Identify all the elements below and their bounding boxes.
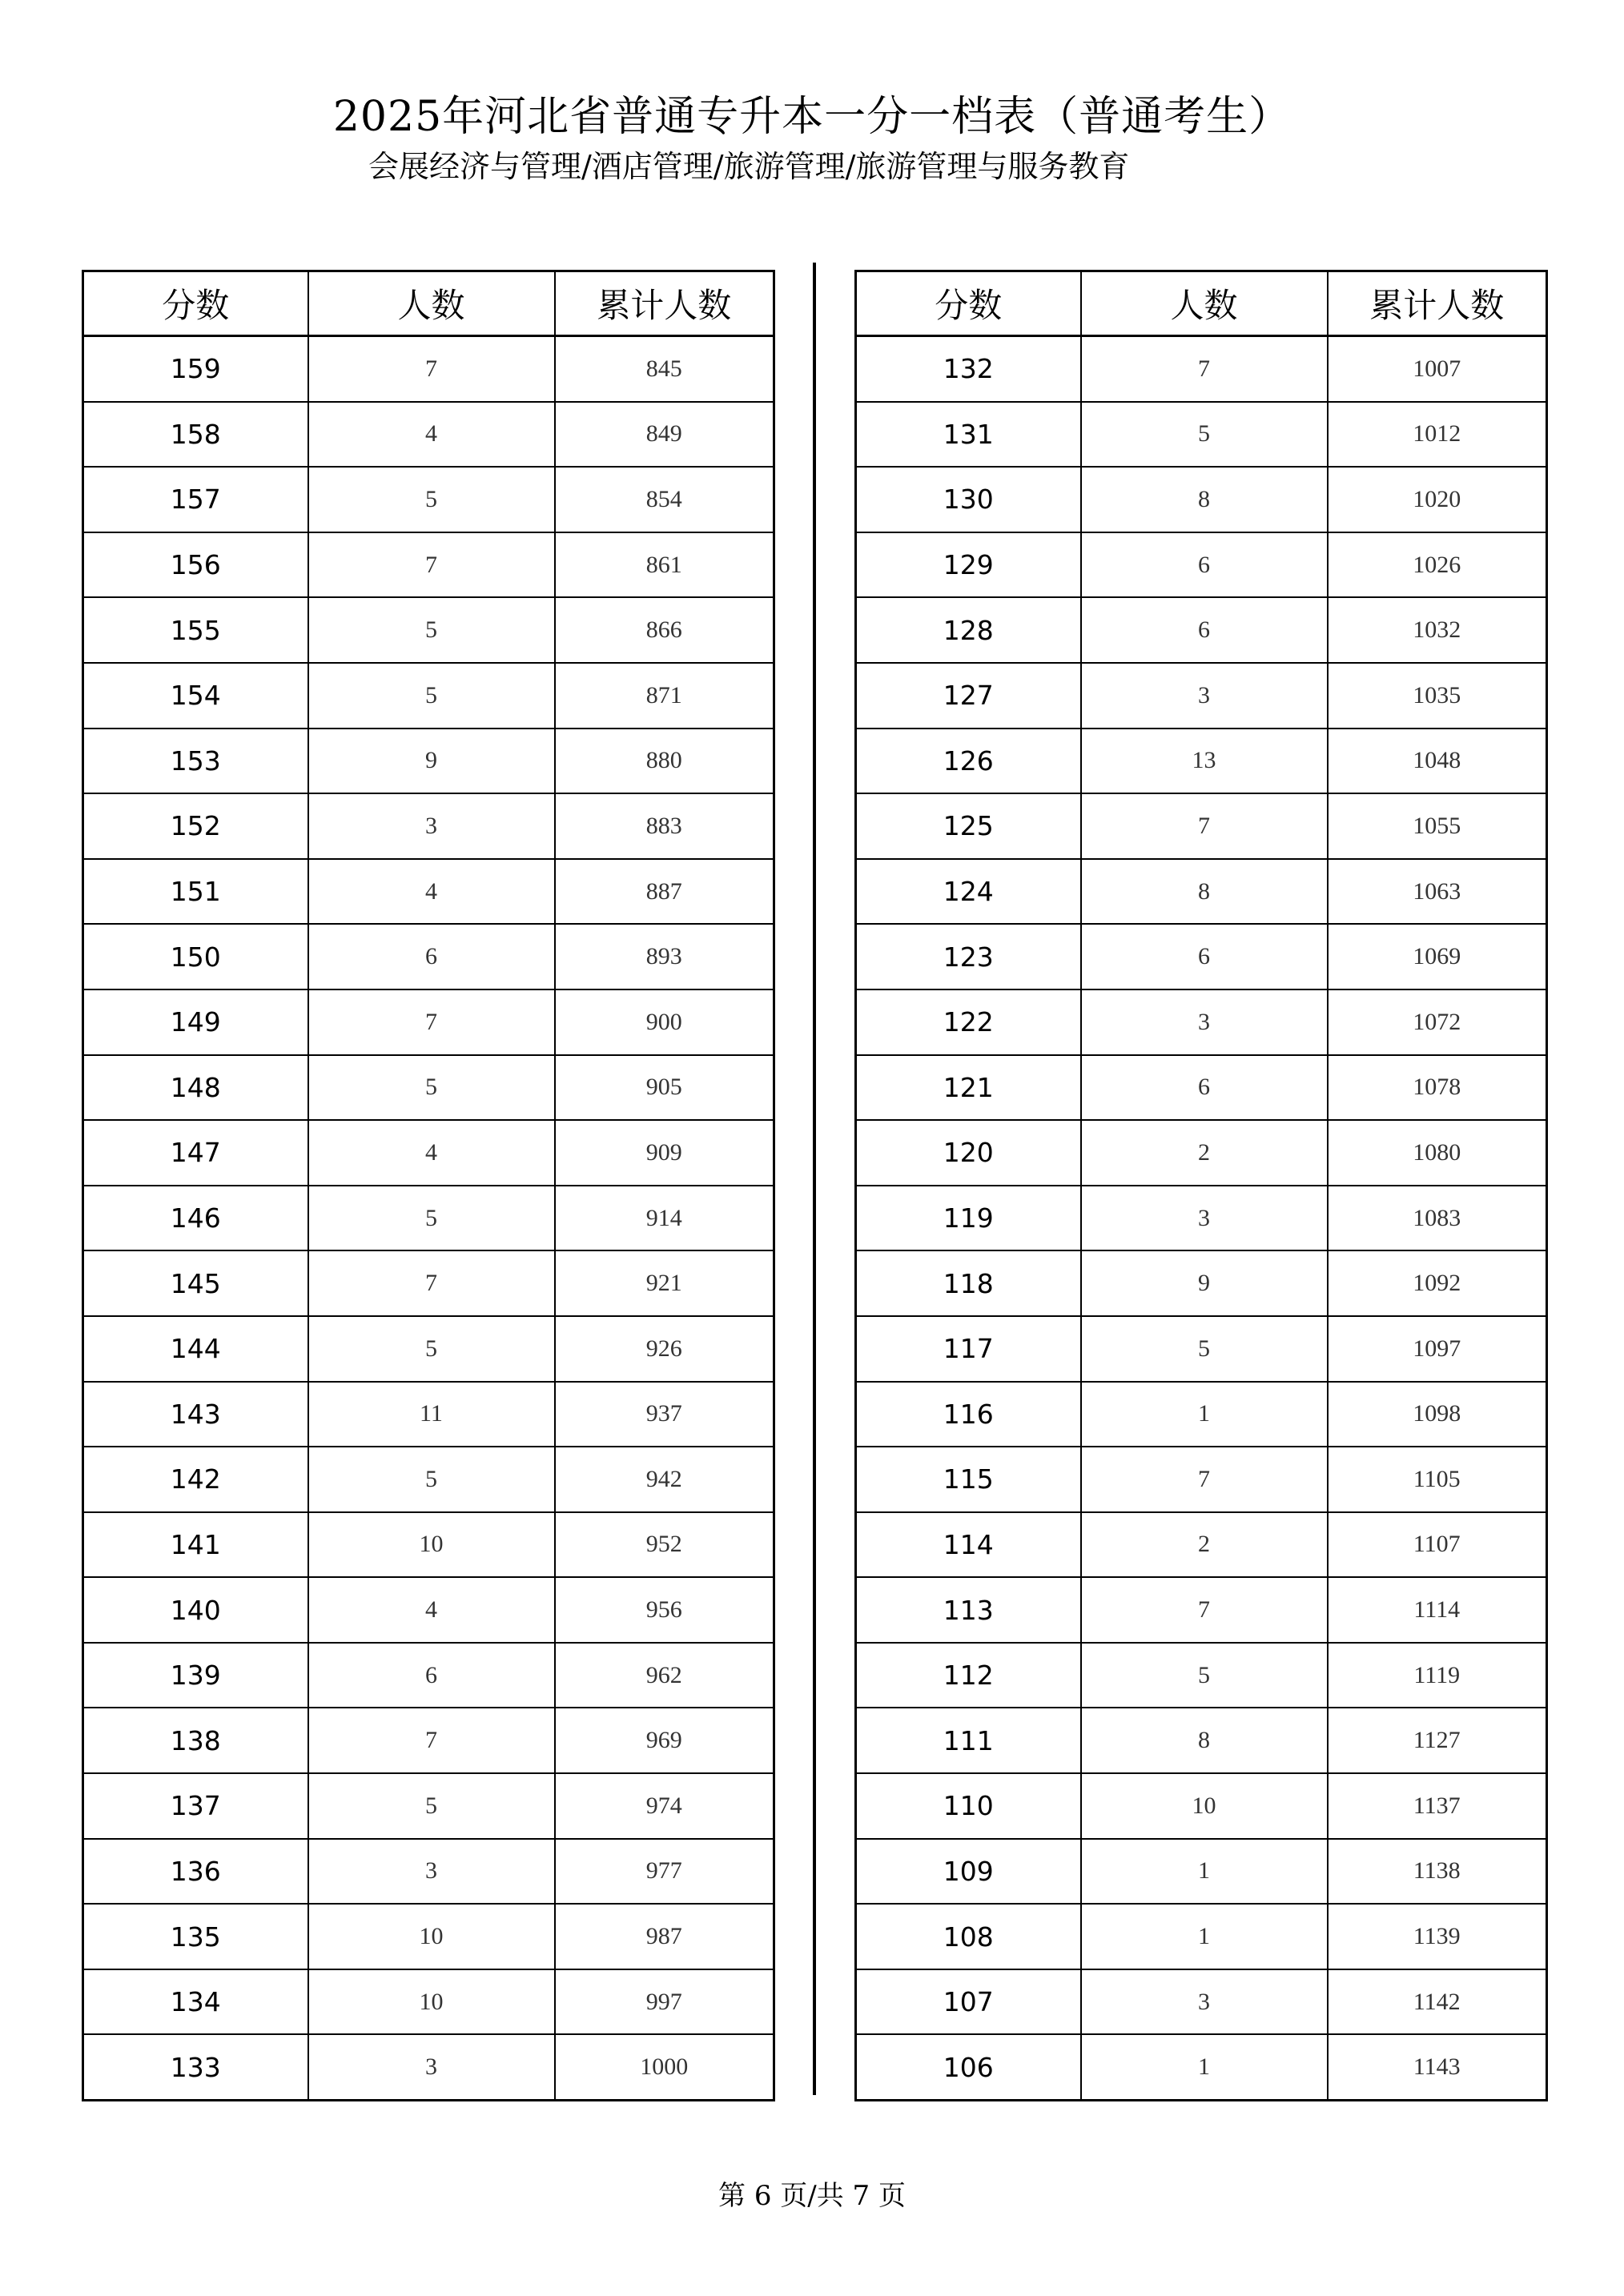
count-cell: 3 [1081,1186,1328,1251]
cumulative-cell: 1142 [1328,1969,1547,2035]
count-cell: 5 [308,467,555,532]
count-cell: 2 [1081,1120,1328,1186]
count-cell: 6 [308,924,555,989]
table-row [856,1708,1547,1773]
score-cell: 106 [856,2034,1081,2100]
score-cell: 127 [856,663,1081,729]
count-cell: 4 [308,1577,555,1643]
cumulative-cell: 914 [555,1186,774,1251]
score-cell: 145 [83,1250,308,1316]
cumulative-cell: 1138 [1328,1839,1547,1905]
count-cell: 5 [1081,1643,1328,1708]
count-cell: 3 [1081,663,1328,729]
cumulative-cell: 1063 [1328,859,1547,925]
table-row [83,532,774,598]
count-cell: 6 [308,1643,555,1708]
count-cell: 3 [1081,989,1328,1055]
cumulative-cell: 880 [555,729,774,794]
count-cell: 4 [308,402,555,468]
count-cell: 11 [308,1382,555,1447]
table-row [83,663,774,729]
score-cell: 115 [856,1447,1081,1512]
count-cell: 10 [1081,1773,1328,1839]
table-row [83,1120,774,1186]
score-cell: 131 [856,402,1081,468]
cumulative-cell: 1080 [1328,1120,1547,1186]
score-cell: 130 [856,467,1081,532]
table-row [856,336,1547,402]
count-cell: 5 [308,663,555,729]
score-cell: 129 [856,532,1081,598]
cumulative-cell: 962 [555,1643,774,1708]
table-row [856,1904,1547,1969]
count-cell: 7 [1081,1447,1328,1512]
table-header-row [856,271,1547,336]
table-row [83,924,774,989]
table-row [83,1512,774,1578]
cumulative-cell: 893 [555,924,774,989]
cumulative-cell: 997 [555,1969,774,2035]
table-row [856,1250,1547,1316]
score-cell: 122 [856,989,1081,1055]
table-row [83,1316,774,1382]
score-cell: 136 [83,1839,308,1905]
table-row [856,597,1547,663]
cumulative-cell: 887 [555,859,774,925]
cumulative-cell: 1012 [1328,402,1547,468]
table-row [83,729,774,794]
table-row [856,402,1547,468]
score-cell: 154 [83,663,308,729]
table-row [83,1904,774,1969]
score-cell: 117 [856,1316,1081,1382]
score-cell: 121 [856,1055,1081,1121]
cumulative-cell: 1083 [1328,1186,1547,1251]
table-row [856,1512,1547,1578]
score-cell: 140 [83,1577,308,1643]
cumulative-cell: 1092 [1328,1250,1547,1316]
cumulative-cell: 909 [555,1120,774,1186]
score-cell: 144 [83,1316,308,1382]
score-cell: 156 [83,532,308,598]
cumulative-cell: 1032 [1328,597,1547,663]
table-row [856,1120,1547,1186]
cumulative-cell: 1072 [1328,989,1547,1055]
column-header-score: 分数 [83,271,308,336]
score-cell: 107 [856,1969,1081,2035]
count-cell: 8 [1081,467,1328,532]
count-cell: 1 [1081,1904,1328,1969]
count-cell: 7 [308,1250,555,1316]
count-cell: 7 [308,336,555,402]
cumulative-cell: 1119 [1328,1643,1547,1708]
table-row [83,1708,774,1773]
score-cell: 108 [856,1904,1081,1969]
table-row [83,1055,774,1121]
score-cell: 143 [83,1382,308,1447]
cumulative-cell: 1105 [1328,1447,1547,1512]
count-cell: 7 [1081,336,1328,402]
count-cell: 3 [308,1839,555,1905]
score-cell: 147 [83,1120,308,1186]
table-row [83,597,774,663]
cumulative-cell: 900 [555,989,774,1055]
table-row [856,1773,1547,1839]
count-cell: 5 [308,1773,555,1839]
count-cell: 9 [1081,1250,1328,1316]
table-row [856,1447,1547,1512]
count-cell: 1 [1081,1839,1328,1905]
count-cell: 7 [1081,1577,1328,1643]
score-cell: 128 [856,597,1081,663]
score-cell: 110 [856,1773,1081,1839]
cumulative-cell: 845 [555,336,774,402]
page-footer: 第 6 页/共 7 页 [718,2180,906,2212]
score-cell: 142 [83,1447,308,1512]
count-cell: 2 [1081,1512,1328,1578]
count-cell: 5 [1081,402,1328,468]
page-title: 2025年河北省普通专升本一分一档表（普通考生） [332,93,1292,141]
count-cell: 9 [308,729,555,794]
count-cell: 7 [308,1708,555,1773]
score-cell: 118 [856,1250,1081,1316]
cumulative-cell: 937 [555,1382,774,1447]
score-cell: 120 [856,1120,1081,1186]
column-header-cumulative: 累计人数 [555,271,774,336]
cumulative-cell: 952 [555,1512,774,1578]
score-cell: 133 [83,2034,308,2100]
score-cell: 123 [856,924,1081,989]
table-row [83,989,774,1055]
score-cell: 109 [856,1839,1081,1905]
count-cell: 5 [1081,1316,1328,1382]
table-row [856,859,1547,925]
count-cell: 5 [308,1447,555,1512]
cumulative-cell: 1137 [1328,1773,1547,1839]
cumulative-cell: 866 [555,597,774,663]
score-cell: 146 [83,1186,308,1251]
score-cell: 112 [856,1643,1081,1708]
score-cell: 114 [856,1512,1081,1578]
score-cell: 152 [83,793,308,859]
count-cell: 8 [1081,859,1328,925]
score-cell: 124 [856,859,1081,925]
cumulative-cell: 987 [555,1904,774,1969]
table-row [83,859,774,925]
score-cell: 113 [856,1577,1081,1643]
count-cell: 7 [308,989,555,1055]
table-row [83,2034,774,2100]
table-row [856,467,1547,532]
count-cell: 5 [308,1186,555,1251]
cumulative-cell: 977 [555,1839,774,1905]
cumulative-cell: 861 [555,532,774,598]
count-cell: 3 [308,2034,555,2100]
cumulative-cell: 926 [555,1316,774,1382]
count-cell: 6 [1081,1055,1328,1121]
cumulative-cell: 883 [555,793,774,859]
cumulative-cell: 1026 [1328,532,1547,598]
column-header-score: 分数 [856,271,1081,336]
cumulative-cell: 1048 [1328,729,1547,794]
cumulative-cell: 942 [555,1447,774,1512]
count-cell: 4 [308,859,555,925]
score-cell: 158 [83,402,308,468]
table-row [83,1250,774,1316]
cumulative-cell: 1098 [1328,1382,1547,1447]
cumulative-cell: 849 [555,402,774,468]
table-row [83,793,774,859]
table-row [83,1577,774,1643]
score-cell: 150 [83,924,308,989]
score-cell: 151 [83,859,308,925]
cumulative-cell: 1069 [1328,924,1547,989]
score-table-left [82,270,775,2101]
cumulative-cell: 1007 [1328,336,1547,402]
count-cell: 6 [1081,532,1328,598]
cumulative-cell: 1035 [1328,663,1547,729]
count-cell: 1 [1081,1382,1328,1447]
table-row [83,1969,774,2035]
table-row [83,402,774,468]
cumulative-cell: 1020 [1328,467,1547,532]
score-cell: 159 [83,336,308,402]
score-cell: 157 [83,467,308,532]
table-row [856,989,1547,1055]
count-cell: 4 [308,1120,555,1186]
count-cell: 7 [1081,793,1328,859]
count-cell: 7 [308,532,555,598]
table-row [856,1382,1547,1447]
score-cell: 138 [83,1708,308,1773]
cumulative-cell: 854 [555,467,774,532]
count-cell: 6 [1081,597,1328,663]
column-header-count: 人数 [308,271,555,336]
score-cell: 132 [856,336,1081,402]
count-cell: 10 [308,1512,555,1578]
table-row [856,663,1547,729]
table-row [83,1447,774,1512]
table-row [83,1643,774,1708]
score-cell: 134 [83,1969,308,2035]
cumulative-cell: 1139 [1328,1904,1547,1969]
cumulative-cell: 1000 [555,2034,774,2100]
count-cell: 3 [308,793,555,859]
table-row [856,1839,1547,1905]
table-row [83,336,774,402]
cumulative-cell: 1114 [1328,1577,1547,1643]
count-cell: 10 [308,1904,555,1969]
table-row [83,1839,774,1905]
cumulative-cell: 1143 [1328,2034,1547,2100]
table-header-row [83,271,774,336]
count-cell: 5 [308,1316,555,1382]
cumulative-cell: 1127 [1328,1708,1547,1773]
score-cell: 148 [83,1055,308,1121]
count-cell: 8 [1081,1708,1328,1773]
cumulative-cell: 921 [555,1250,774,1316]
table-row [856,1643,1547,1708]
score-cell: 155 [83,597,308,663]
cumulative-cell: 1107 [1328,1512,1547,1578]
score-cell: 139 [83,1643,308,1708]
score-cell: 135 [83,1904,308,1969]
table-row [83,467,774,532]
column-divider [813,263,816,2095]
cumulative-cell: 1078 [1328,1055,1547,1121]
cumulative-cell: 1097 [1328,1316,1547,1382]
score-cell: 149 [83,989,308,1055]
table-row [856,793,1547,859]
column-header-cumulative: 累计人数 [1328,271,1547,336]
table-row [856,1577,1547,1643]
table-row [83,1382,774,1447]
count-cell: 10 [308,1969,555,2035]
table-row [856,729,1547,794]
cumulative-cell: 974 [555,1773,774,1839]
score-table-right [854,270,1548,2101]
count-cell: 5 [308,1055,555,1121]
table-row [856,1969,1547,2035]
table-row [856,532,1547,598]
table-row [856,924,1547,989]
column-header-count: 人数 [1081,271,1328,336]
cumulative-cell: 871 [555,663,774,729]
count-cell: 6 [1081,924,1328,989]
score-cell: 153 [83,729,308,794]
score-cell: 125 [856,793,1081,859]
cumulative-cell: 956 [555,1577,774,1643]
score-cell: 111 [856,1708,1081,1773]
page-subtitle: 会展经济与管理/酒店管理/旅游管理/旅游管理与服务教育 [368,149,1130,184]
table-row [83,1773,774,1839]
table-row [856,1186,1547,1251]
count-cell: 5 [308,597,555,663]
cumulative-cell: 1055 [1328,793,1547,859]
cumulative-cell: 969 [555,1708,774,1773]
count-cell: 3 [1081,1969,1328,2035]
count-cell: 13 [1081,729,1328,794]
score-cell: 126 [856,729,1081,794]
cumulative-cell: 905 [555,1055,774,1121]
score-cell: 141 [83,1512,308,1578]
table-row [83,1186,774,1251]
score-cell: 116 [856,1382,1081,1447]
table-row [856,2034,1547,2100]
score-cell: 119 [856,1186,1081,1251]
score-cell: 137 [83,1773,308,1839]
count-cell: 1 [1081,2034,1328,2100]
table-row [856,1055,1547,1121]
table-row [856,1316,1547,1382]
